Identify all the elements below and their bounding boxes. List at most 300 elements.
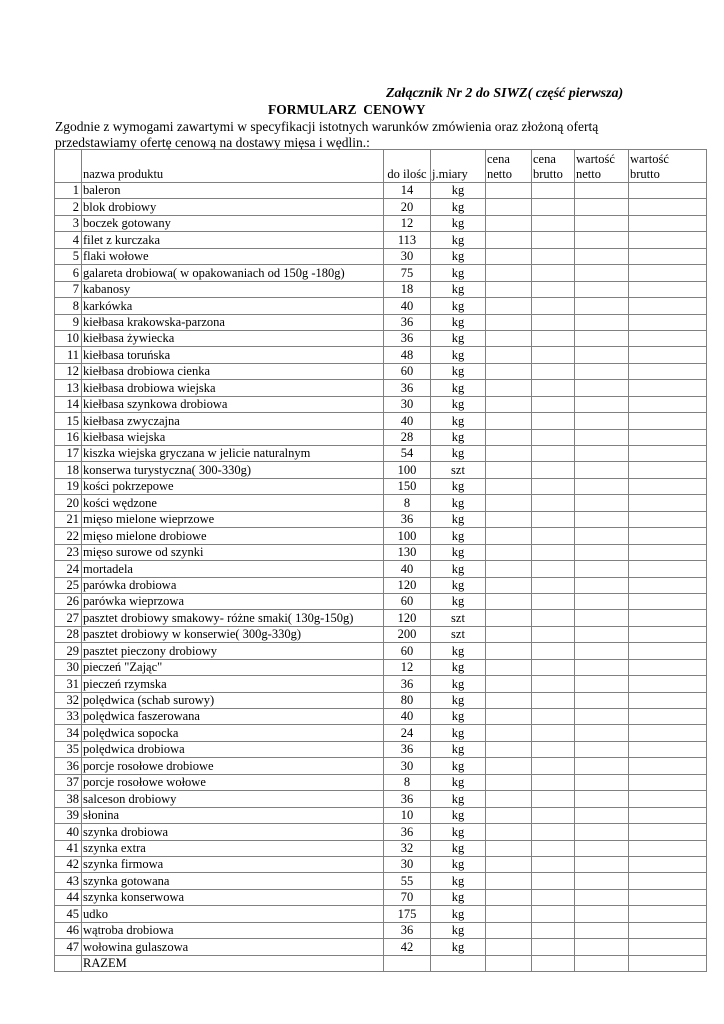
gross-value-cell[interactable]: [629, 544, 707, 560]
product-quantity: 40: [384, 413, 431, 429]
net-price-cell[interactable]: [486, 939, 532, 955]
net-price-cell[interactable]: [486, 791, 532, 807]
gross-value-cell[interactable]: [629, 511, 707, 527]
table-row: [55, 347, 707, 363]
gross-price-cell[interactable]: [532, 906, 575, 922]
header-gross-price-l2: brutto: [533, 167, 563, 181]
net-value-cell[interactable]: [575, 281, 629, 297]
product-quantity: 36: [384, 922, 431, 938]
gross-value-cell[interactable]: [629, 528, 707, 544]
gross-value-cell[interactable]: [629, 758, 707, 774]
header-lp: [55, 150, 82, 183]
net-value-cell[interactable]: [575, 676, 629, 692]
product-unit: kg: [431, 248, 486, 264]
gross-price-cell[interactable]: [532, 528, 575, 544]
product-name: flaki wołowe: [82, 248, 384, 264]
net-value-cell[interactable]: [575, 347, 629, 363]
gross-price-cell[interactable]: [532, 265, 575, 281]
net-price-cell[interactable]: [486, 676, 532, 692]
gross-value-cell[interactable]: [629, 922, 707, 938]
net-price-cell[interactable]: [486, 709, 532, 725]
net-value-cell[interactable]: [575, 462, 629, 478]
net-price-cell[interactable]: [486, 889, 532, 905]
gross-price-cell[interactable]: [532, 281, 575, 297]
header-net-value-l2: netto: [576, 167, 601, 181]
net-price-cell[interactable]: [486, 183, 532, 199]
gross-price-cell[interactable]: [532, 248, 575, 264]
net-price-cell[interactable]: [486, 692, 532, 708]
product-quantity: 30: [384, 758, 431, 774]
table-body: [55, 183, 707, 956]
net-price-cell[interactable]: [486, 446, 532, 462]
gross-value-cell[interactable]: [629, 709, 707, 725]
gross-value-cell[interactable]: [629, 741, 707, 757]
gross-price-cell[interactable]: [532, 183, 575, 199]
product-name: szynka konserwowa: [82, 889, 384, 905]
product-unit: kg: [431, 709, 486, 725]
gross-price-cell[interactable]: [532, 626, 575, 642]
product-quantity: 40: [384, 709, 431, 725]
net-price-cell[interactable]: [486, 511, 532, 527]
gross-price-cell[interactable]: [532, 709, 575, 725]
net-value-cell[interactable]: [575, 199, 629, 215]
table-row: [55, 791, 707, 807]
gross-value-cell[interactable]: [629, 363, 707, 379]
net-value-cell[interactable]: [575, 873, 629, 889]
gross-value-cell[interactable]: [629, 380, 707, 396]
net-price-cell[interactable]: [486, 544, 532, 560]
gross-value-cell[interactable]: [629, 561, 707, 577]
product-unit: kg: [431, 889, 486, 905]
product-name: kiszka wiejska gryczana w jelicie naturalnym: [82, 446, 384, 462]
net-price-cell[interactable]: [486, 347, 532, 363]
net-value-cell[interactable]: [575, 544, 629, 560]
gross-price-cell[interactable]: [532, 758, 575, 774]
product-name: słonina: [82, 807, 384, 823]
net-value-cell[interactable]: [575, 807, 629, 823]
gross-value-cell[interactable]: [629, 577, 707, 593]
net-price-cell[interactable]: [486, 922, 532, 938]
total-label: RAZEM: [82, 955, 384, 971]
gross-value-cell[interactable]: [629, 807, 707, 823]
product-unit: szt: [431, 462, 486, 478]
table-row: [55, 528, 707, 544]
product-name: porcje rosołowe drobiowe: [82, 758, 384, 774]
product-unit: kg: [431, 856, 486, 872]
net-value-cell[interactable]: [575, 774, 629, 790]
header-gross-price-l1: cena: [533, 152, 556, 166]
gross-value-cell[interactable]: [629, 281, 707, 297]
gross-price-cell[interactable]: [532, 922, 575, 938]
gross-price-cell[interactable]: [532, 478, 575, 494]
product-unit: kg: [431, 561, 486, 577]
net-value-cell[interactable]: [575, 939, 629, 955]
gross-value-cell[interactable]: [629, 791, 707, 807]
net-value-cell[interactable]: [575, 758, 629, 774]
gross-price-cell[interactable]: [532, 791, 575, 807]
row-number: 14: [55, 396, 82, 412]
gross-price-cell[interactable]: [532, 577, 575, 593]
gross-price-cell[interactable]: [532, 725, 575, 741]
row-number: 32: [55, 692, 82, 708]
net-value-cell[interactable]: [575, 906, 629, 922]
net-value-cell[interactable]: [575, 610, 629, 626]
table-row: [55, 544, 707, 560]
net-price-cell[interactable]: [486, 824, 532, 840]
gross-value-cell[interactable]: [629, 856, 707, 872]
product-unit: kg: [431, 215, 486, 231]
row-number: 27: [55, 610, 82, 626]
gross-value-cell[interactable]: [629, 643, 707, 659]
product-unit: kg: [431, 413, 486, 429]
net-price-cell[interactable]: [486, 840, 532, 856]
net-price-cell[interactable]: [486, 561, 532, 577]
gross-value-cell[interactable]: [629, 183, 707, 199]
product-quantity: 30: [384, 248, 431, 264]
net-price-cell[interactable]: [486, 741, 532, 757]
net-price-cell[interactable]: [486, 281, 532, 297]
net-value-cell[interactable]: [575, 643, 629, 659]
gross-price-cell[interactable]: [532, 330, 575, 346]
gross-price-cell[interactable]: [532, 561, 575, 577]
net-value-cell[interactable]: [575, 528, 629, 544]
attachment-heading: Załącznik Nr 2 do SIWZ( część pierwsza): [386, 86, 624, 101]
net-value-cell[interactable]: [575, 183, 629, 199]
total-unit-cell: [431, 955, 486, 971]
net-price-cell[interactable]: [486, 298, 532, 314]
net-value-cell[interactable]: [575, 265, 629, 281]
row-number: 5: [55, 248, 82, 264]
row-number: 6: [55, 265, 82, 281]
gross-price-cell[interactable]: [532, 495, 575, 511]
net-price-cell[interactable]: [486, 215, 532, 231]
table-row: [55, 429, 707, 445]
gross-price-cell[interactable]: [532, 774, 575, 790]
net-value-cell[interactable]: [575, 413, 629, 429]
total-gross-value-cell[interactable]: [629, 955, 707, 971]
net-price-cell[interactable]: [486, 758, 532, 774]
gross-value-cell[interactable]: [629, 429, 707, 445]
product-unit: kg: [431, 939, 486, 955]
gross-value-cell[interactable]: [629, 873, 707, 889]
gross-value-cell[interactable]: [629, 824, 707, 840]
row-number: 44: [55, 889, 82, 905]
product-name: kości pokrzepowe: [82, 478, 384, 494]
gross-value-cell[interactable]: [629, 610, 707, 626]
product-unit: kg: [431, 840, 486, 856]
gross-price-cell[interactable]: [532, 889, 575, 905]
net-value-cell[interactable]: [575, 380, 629, 396]
product-name: kiełbasa zwyczajna: [82, 413, 384, 429]
gross-value-cell[interactable]: [629, 906, 707, 922]
gross-price-cell[interactable]: [532, 511, 575, 527]
product-name: kabanosy: [82, 281, 384, 297]
gross-value-cell[interactable]: [629, 314, 707, 330]
product-quantity: 30: [384, 396, 431, 412]
gross-price-cell[interactable]: [532, 215, 575, 231]
header-name: nazwa produktu: [82, 150, 384, 183]
gross-price-cell[interactable]: [532, 676, 575, 692]
row-number: 13: [55, 380, 82, 396]
gross-price-cell[interactable]: [532, 462, 575, 478]
table-row: [55, 626, 707, 642]
header-gross-value-l1: wartość: [630, 152, 669, 166]
gross-value-cell[interactable]: [629, 478, 707, 494]
product-unit: kg: [431, 183, 486, 199]
net-value-cell[interactable]: [575, 232, 629, 248]
row-number: 36: [55, 758, 82, 774]
row-number: 29: [55, 643, 82, 659]
product-quantity: 18: [384, 281, 431, 297]
net-value-cell[interactable]: [575, 248, 629, 264]
net-price-cell[interactable]: [486, 396, 532, 412]
net-value-cell[interactable]: [575, 330, 629, 346]
net-value-cell[interactable]: [575, 511, 629, 527]
product-quantity: 75: [384, 265, 431, 281]
gross-price-cell[interactable]: [532, 593, 575, 609]
gross-value-cell[interactable]: [629, 462, 707, 478]
net-price-cell[interactable]: [486, 330, 532, 346]
row-number: 15: [55, 413, 82, 429]
gross-value-cell[interactable]: [629, 840, 707, 856]
product-unit: kg: [431, 643, 486, 659]
table-row: [55, 840, 707, 856]
product-quantity: 130: [384, 544, 431, 560]
gross-value-cell[interactable]: [629, 298, 707, 314]
gross-value-cell[interactable]: [629, 889, 707, 905]
gross-value-cell[interactable]: [629, 939, 707, 955]
net-price-cell[interactable]: [486, 495, 532, 511]
gross-price-cell[interactable]: [532, 873, 575, 889]
header-net-price-l1: cena: [487, 152, 510, 166]
product-name: pieczeń "Zając": [82, 659, 384, 675]
net-value-cell[interactable]: [575, 396, 629, 412]
gross-price-cell[interactable]: [532, 298, 575, 314]
gross-price-cell[interactable]: [532, 610, 575, 626]
product-unit: kg: [431, 281, 486, 297]
net-price-cell[interactable]: [486, 807, 532, 823]
table-row: [55, 709, 707, 725]
net-price-cell[interactable]: [486, 413, 532, 429]
net-value-cell[interactable]: [575, 659, 629, 675]
gross-value-cell[interactable]: [629, 692, 707, 708]
product-quantity: 55: [384, 873, 431, 889]
net-price-cell[interactable]: [486, 478, 532, 494]
gross-value-cell[interactable]: [629, 215, 707, 231]
gross-price-cell[interactable]: [532, 807, 575, 823]
row-number: 8: [55, 298, 82, 314]
net-price-cell[interactable]: [486, 248, 532, 264]
product-name: szynka firmowa: [82, 856, 384, 872]
product-unit: szt: [431, 610, 486, 626]
row-number: 12: [55, 363, 82, 379]
product-name: karkówka: [82, 298, 384, 314]
gross-value-cell[interactable]: [629, 232, 707, 248]
net-price-cell[interactable]: [486, 725, 532, 741]
net-value-cell[interactable]: [575, 856, 629, 872]
net-price-cell[interactable]: [486, 593, 532, 609]
table-row: [55, 593, 707, 609]
net-price-cell[interactable]: [486, 856, 532, 872]
intro-line-1: Zgodnie z wymogami zawartymi w specyfikacji istotnych warunków zmówienia oraz złożoną ofertą: [55, 119, 599, 134]
net-price-cell[interactable]: [486, 643, 532, 659]
net-value-cell[interactable]: [575, 626, 629, 642]
net-price-cell[interactable]: [486, 873, 532, 889]
gross-price-cell[interactable]: [532, 824, 575, 840]
gross-value-cell[interactable]: [629, 659, 707, 675]
gross-value-cell[interactable]: [629, 199, 707, 215]
gross-value-cell[interactable]: [629, 626, 707, 642]
net-price-cell[interactable]: [486, 528, 532, 544]
gross-price-cell[interactable]: [532, 396, 575, 412]
gross-price-cell[interactable]: [532, 544, 575, 560]
product-name: baleron: [82, 183, 384, 199]
gross-value-cell[interactable]: [629, 446, 707, 462]
table-row: [55, 692, 707, 708]
net-value-cell[interactable]: [575, 824, 629, 840]
gross-price-cell[interactable]: [532, 643, 575, 659]
net-price-cell[interactable]: [486, 906, 532, 922]
product-quantity: 24: [384, 725, 431, 741]
gross-price-cell[interactable]: [532, 199, 575, 215]
row-number: 20: [55, 495, 82, 511]
gross-value-cell[interactable]: [629, 265, 707, 281]
net-value-cell[interactable]: [575, 561, 629, 577]
gross-price-cell[interactable]: [532, 659, 575, 675]
net-price-cell[interactable]: [486, 462, 532, 478]
product-quantity: 36: [384, 676, 431, 692]
gross-price-cell[interactable]: [532, 429, 575, 445]
row-number: 34: [55, 725, 82, 741]
gross-value-cell[interactable]: [629, 248, 707, 264]
product-unit: kg: [431, 758, 486, 774]
gross-value-cell[interactable]: [629, 396, 707, 412]
net-value-cell[interactable]: [575, 495, 629, 511]
net-value-cell[interactable]: [575, 577, 629, 593]
net-price-cell[interactable]: [486, 610, 532, 626]
net-value-cell[interactable]: [575, 922, 629, 938]
form-title: FORMULARZ CENOWY: [268, 102, 426, 117]
net-value-cell[interactable]: [575, 314, 629, 330]
gross-price-cell[interactable]: [532, 380, 575, 396]
net-value-cell[interactable]: [575, 725, 629, 741]
net-price-cell[interactable]: [486, 380, 532, 396]
table-row: [55, 856, 707, 872]
gross-value-cell[interactable]: [629, 774, 707, 790]
net-value-cell[interactable]: [575, 429, 629, 445]
row-number: 38: [55, 791, 82, 807]
table-row: [55, 314, 707, 330]
table-row: [55, 232, 707, 248]
gross-price-cell[interactable]: [532, 741, 575, 757]
table-row: [55, 659, 707, 675]
gross-value-cell[interactable]: [629, 495, 707, 511]
net-price-cell[interactable]: [486, 774, 532, 790]
table-row: [55, 939, 707, 955]
net-price-cell[interactable]: [486, 265, 532, 281]
gross-price-cell[interactable]: [532, 347, 575, 363]
gross-value-cell[interactable]: [629, 330, 707, 346]
product-name: szynka drobiowa: [82, 824, 384, 840]
table-row: [55, 363, 707, 379]
net-value-cell[interactable]: [575, 840, 629, 856]
net-price-cell[interactable]: [486, 199, 532, 215]
row-number: 33: [55, 709, 82, 725]
product-quantity: 100: [384, 462, 431, 478]
gross-value-cell[interactable]: [629, 676, 707, 692]
product-unit: kg: [431, 298, 486, 314]
total-lp-cell: [55, 955, 82, 971]
row-number: 4: [55, 232, 82, 248]
gross-value-cell[interactable]: [629, 593, 707, 609]
net-value-cell[interactable]: [575, 709, 629, 725]
net-value-cell[interactable]: [575, 741, 629, 757]
net-price-cell[interactable]: [486, 626, 532, 642]
gross-price-cell[interactable]: [532, 314, 575, 330]
gross-price-cell[interactable]: [532, 856, 575, 872]
row-number: 40: [55, 824, 82, 840]
net-price-cell[interactable]: [486, 232, 532, 248]
net-value-cell[interactable]: [575, 478, 629, 494]
net-value-cell[interactable]: [575, 215, 629, 231]
gross-price-cell[interactable]: [532, 363, 575, 379]
product-name: mortadela: [82, 561, 384, 577]
net-value-cell[interactable]: [575, 791, 629, 807]
product-name: pieczeń rzymska: [82, 676, 384, 692]
product-name: konserwa turystyczna( 300-330g): [82, 462, 384, 478]
net-value-cell[interactable]: [575, 298, 629, 314]
product-unit: kg: [431, 396, 486, 412]
net-price-cell[interactable]: [486, 314, 532, 330]
gross-price-cell[interactable]: [532, 413, 575, 429]
gross-value-cell[interactable]: [629, 347, 707, 363]
row-number: 39: [55, 807, 82, 823]
table-row: [55, 774, 707, 790]
product-quantity: 100: [384, 528, 431, 544]
product-quantity: 48: [384, 347, 431, 363]
product-quantity: 28: [384, 429, 431, 445]
net-value-cell[interactable]: [575, 593, 629, 609]
net-price-cell[interactable]: [486, 659, 532, 675]
row-number: 17: [55, 446, 82, 462]
product-name: kiełbasa żywiecka: [82, 330, 384, 346]
net-value-cell[interactable]: [575, 446, 629, 462]
net-value-cell[interactable]: [575, 363, 629, 379]
total-net-price-cell[interactable]: [486, 955, 532, 971]
gross-value-cell[interactable]: [629, 413, 707, 429]
net-price-cell[interactable]: [486, 577, 532, 593]
product-unit: szt: [431, 626, 486, 642]
product-name: kości wędzone: [82, 495, 384, 511]
product-unit: kg: [431, 692, 486, 708]
header-qty: do ilośc: [384, 150, 431, 183]
gross-price-cell[interactable]: [532, 939, 575, 955]
gross-value-cell[interactable]: [629, 725, 707, 741]
header-net-value: [575, 150, 629, 183]
total-net-value-cell[interactable]: [575, 955, 629, 971]
table-row: [55, 643, 707, 659]
net-price-cell[interactable]: [486, 363, 532, 379]
gross-price-cell[interactable]: [532, 840, 575, 856]
total-gross-price-cell[interactable]: [532, 955, 575, 971]
gross-price-cell[interactable]: [532, 232, 575, 248]
gross-price-cell[interactable]: [532, 692, 575, 708]
net-price-cell[interactable]: [486, 429, 532, 445]
net-value-cell[interactable]: [575, 692, 629, 708]
row-number: 24: [55, 561, 82, 577]
gross-price-cell[interactable]: [532, 446, 575, 462]
net-value-cell[interactable]: [575, 889, 629, 905]
